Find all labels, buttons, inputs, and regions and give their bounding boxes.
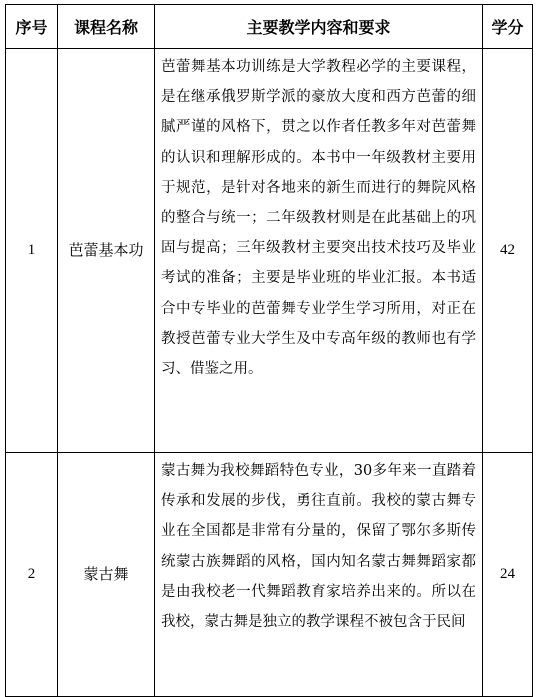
row-no: 2 xyxy=(6,453,58,697)
header-no: 序号 xyxy=(6,5,58,49)
row-course-name: 芭蕾基本功 xyxy=(58,49,155,453)
row-content: 芭蕾舞基本功训练是大学教程必学的主要课程，是在继承俄罗斯学派的豪放大度和西方芭蕾的细腻严谨的风格下，贯之以作者任教多年对芭蕾舞的认识和理解形成的。本书中一年级教材主要用于规范，是针对各地来的新生而进行的舞院风格的整合与统一；二年级教材则是在此基础上的巩固与提高；三年级教材主要突出技术技巧及毕业考试的准备；主要是毕业班的毕业汇报。本书适合中专毕业的芭蕾舞专业学生学习所用，对正在教授芭蕾专业大学生及中专高年级的教师也有学习、借鉴之用。 xyxy=(155,49,483,453)
course-table xyxy=(5,4,533,697)
header-row xyxy=(6,5,533,49)
table-row xyxy=(6,49,533,453)
header-content: 主要教学内容和要求 xyxy=(155,5,483,49)
row-no: 1 xyxy=(6,49,58,453)
row-content: 蒙古舞为我校舞蹈特色专业，30多年来一直踏着传承和发展的步伐，勇往直前。我校的蒙古舞专业在全国都是非常有分量的，保留了鄂尔多斯传统蒙古族舞蹈的风格，国内知名蒙古舞舞蹈家都是由我校老一代舞蹈教育家培养出来的。所以在我校，蒙古舞是独立的教学课程不被包含于民间 xyxy=(155,453,483,697)
row-course-name: 蒙古舞 xyxy=(58,453,155,697)
header-credit: 学分 xyxy=(483,5,533,49)
table-row xyxy=(6,453,533,697)
row-credit: 24 xyxy=(483,453,533,697)
header-course-name: 课程名称 xyxy=(58,5,155,49)
row-credit: 42 xyxy=(483,49,533,453)
